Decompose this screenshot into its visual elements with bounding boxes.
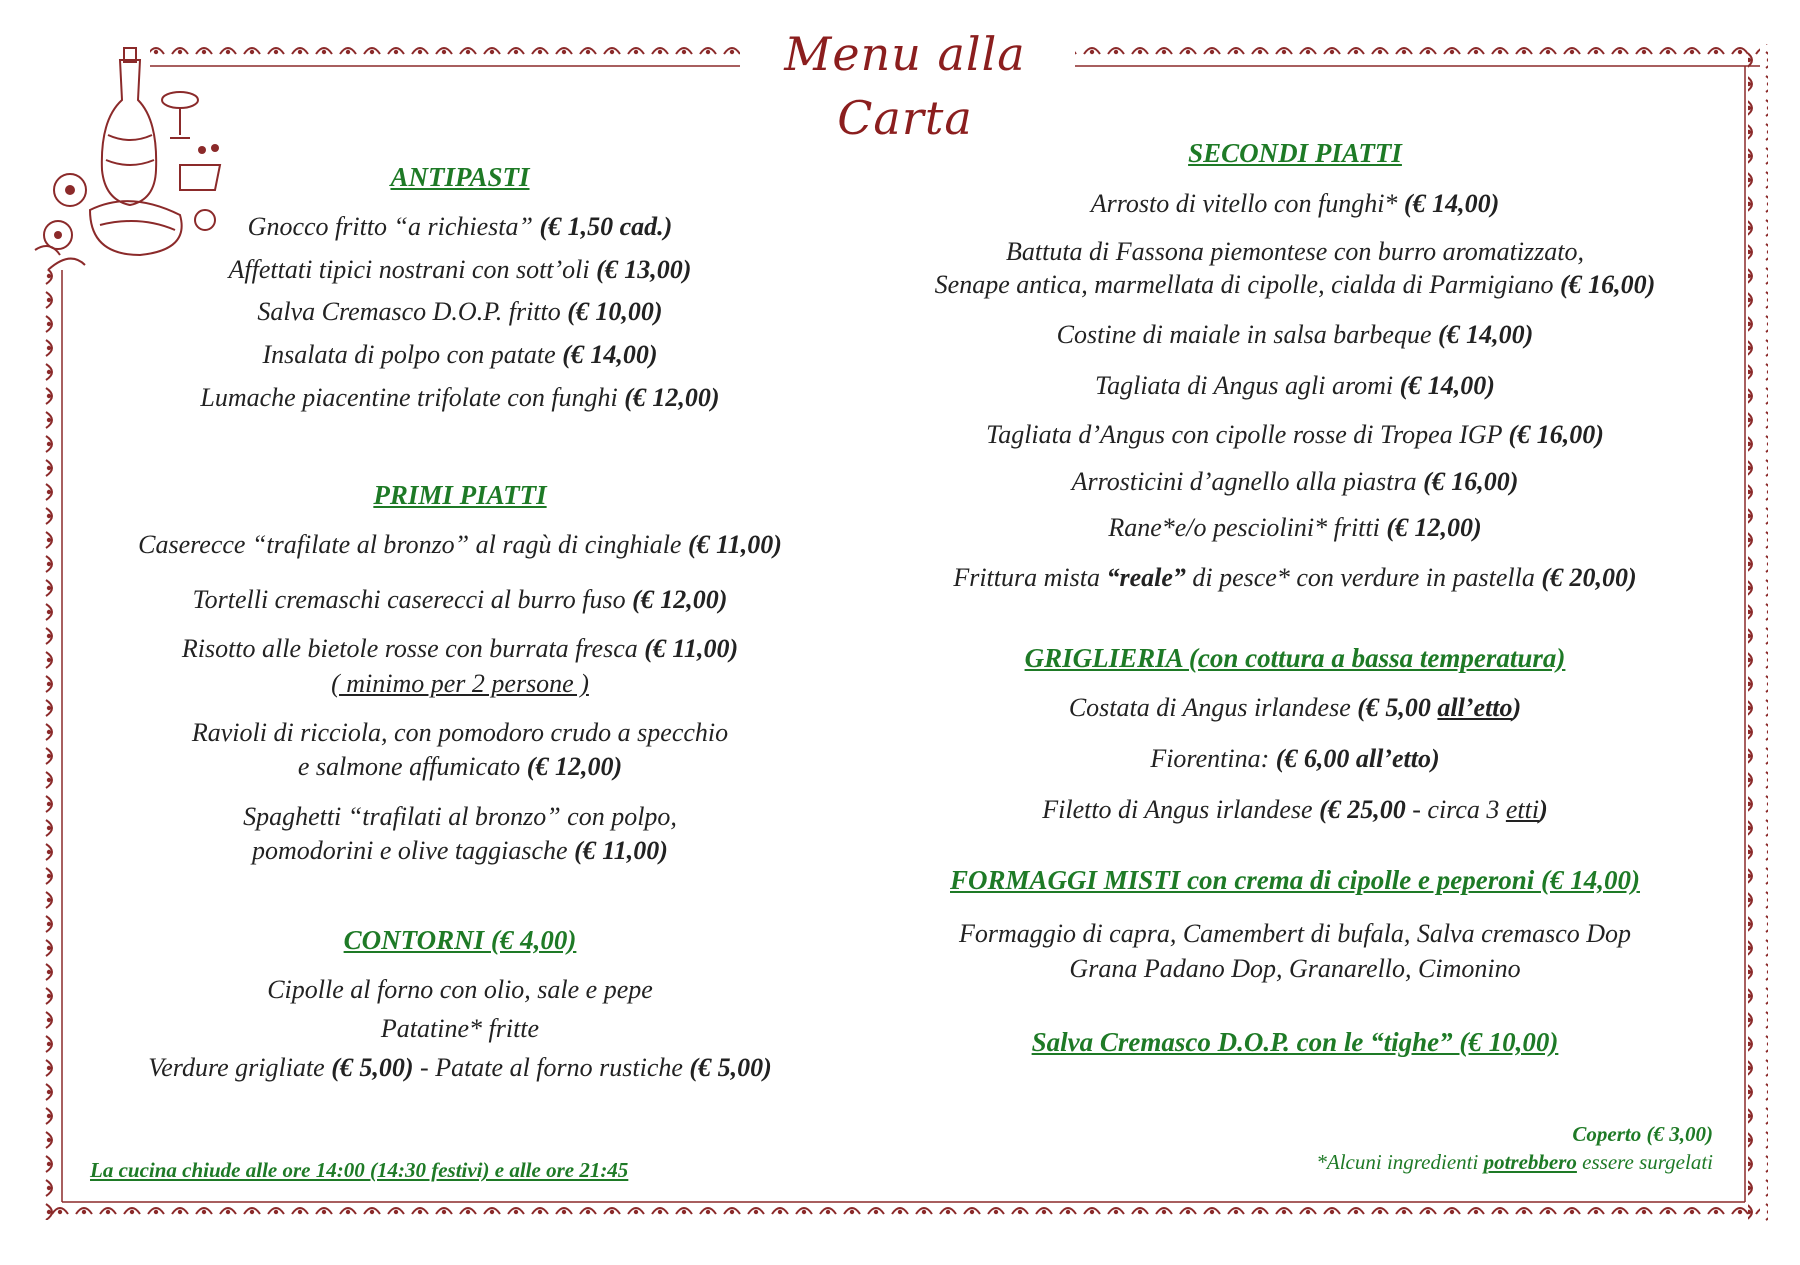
menu-item: Ravioli di ricciola, con pomodoro crudo a specchio [191, 718, 729, 747]
menu-item: Affettati tipici nostrani con sott’oli (€ 13,00) [228, 255, 692, 284]
menu-item: Insalata di polpo con patate (€ 14,00) [262, 340, 658, 369]
menu-item: e salmone affumicato (€ 12,00) [297, 752, 623, 781]
menu-item: Caserecce “trafilate al bronzo” al ragù di cinghiale (€ 11,00) [138, 530, 782, 559]
menu-item: Risotto alle bietole rosse con burrata fresca (€ 11,00) [181, 634, 739, 663]
section-title-primi: PRIMI PIATTI [373, 480, 547, 510]
menu-item: Lumache piacentine trifolate con funghi (€ 12,00) [200, 383, 720, 412]
surgelati-note: *Alcuni ingredienti potrebbero essere surgelati [1316, 1150, 1713, 1174]
menu-item: Tagliata di Angus agli aromi (€ 14,00) [1095, 371, 1495, 400]
section-title-formaggi: FORMAGGI MISTI con crema di cipolle e peperoni (€ 14,00) [950, 865, 1640, 895]
menu-item: Frittura mista “reale” di pesce* con verdure in pastella (€ 20,00) [953, 563, 1637, 592]
menu-item: Arrosticini d’agnello alla piastra (€ 16,00) [1071, 467, 1519, 496]
menu-item: Cipolle al forno con olio, sale e pepe [267, 975, 653, 1004]
section-title-contorni: CONTORNI (€ 4,00) [343, 925, 577, 955]
menu-item: Grana Padano Dop, Granarello, Cimonino [1069, 954, 1521, 983]
menu-item: Spaghetti “trafilati al bronzo” con polpo, [243, 802, 677, 831]
section-title-griglieria: GRIGLIERIA (con cottura a bassa temperatura) [1024, 643, 1566, 673]
menu-item: Battuta di Fassona piemontese con burro aromatizzato, [1005, 237, 1584, 266]
menu-item: Filetto di Angus irlandese (€ 25,00 - circa 3 etti) [1042, 795, 1548, 824]
left-column [60, 0, 860, 1265]
coperto-note: Coperto (€ 3,00) [1572, 1122, 1713, 1146]
menu-item: Patatine* fritte [380, 1014, 540, 1043]
menu-item: Tortelli cremaschi caserecci al burro fuso (€ 12,00) [192, 585, 728, 614]
menu-item: Costata di Angus irlandese (€ 5,00 all’etto) [1068, 693, 1522, 722]
menu-item: Rane*e/o pesciolini* fritti (€ 12,00) [1108, 513, 1482, 542]
kitchen-hours-note: La cucina chiude alle ore 14:00 (14:30 festivi) e alle ore 21:45 [90, 1158, 629, 1182]
right-column [850, 0, 1740, 1265]
section-title-secondi: SECONDI PIATTI [1188, 138, 1402, 168]
menu-item: Fiorentina: (€ 6,00 all’etto) [1150, 744, 1440, 773]
menu-item: Tagliata d’Angus con cipolle rosse di Tropea IGP (€ 16,00) [986, 420, 1604, 449]
section-title-salva: Salva Cremasco D.O.P. con le “tighe” (€ 10,00) [1031, 1027, 1559, 1057]
menu-item: Formaggio di capra, Camembert di bufala, Salva cremasco Dop [958, 919, 1632, 948]
menu-item: Arrosto di vitello con funghi* (€ 14,00) [1090, 189, 1500, 218]
menu-title: Menu alla Carta [740, 22, 1070, 86]
menu-item-note: ( minimo per 2 persone ) [331, 669, 589, 698]
menu-item: Gnocco fritto “a richiesta” (€ 1,50 cad.) [247, 212, 673, 241]
menu-item: Salva Cremasco D.O.P. fritto (€ 10,00) [257, 297, 663, 326]
menu-item: pomodorini e olive taggiasche (€ 11,00) [252, 836, 668, 865]
menu-item: Verdure grigliate (€ 5,00) - Patate al forno rustiche (€ 5,00) [148, 1053, 772, 1082]
menu-item: Costine di maiale in salsa barbeque (€ 14,00) [1056, 320, 1534, 349]
section-title-antipasti: ANTIPASTI [390, 162, 530, 192]
menu-item: Senape antica, marmellata di cipolle, cialda di Parmigiano (€ 16,00) [934, 270, 1656, 299]
